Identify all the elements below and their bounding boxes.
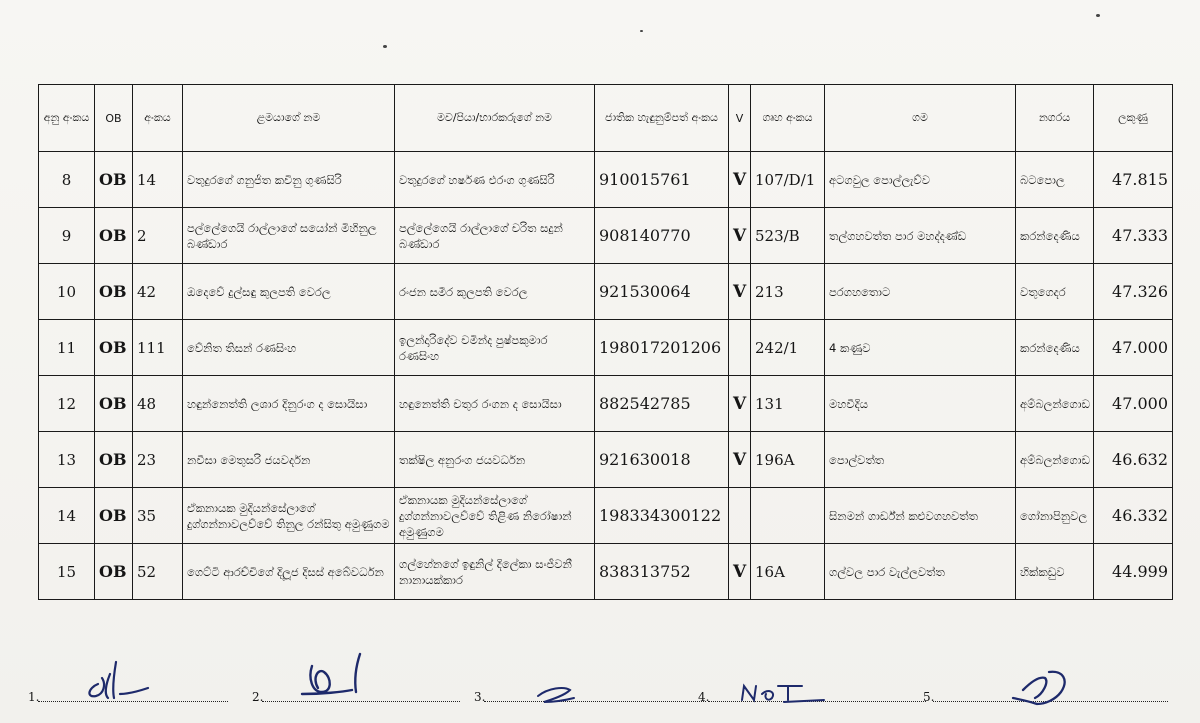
cell-village: අටගවුල පොල්ලැව්ව <box>825 152 1016 208</box>
cell-village: මහවීදිය <box>825 376 1016 432</box>
cell-index: 2 <box>133 208 183 264</box>
cell-child-name: ඔදෙවේ දුල්සඳු කුලපති වෙරල <box>183 264 395 320</box>
header-serial: අනු අංකය <box>39 85 95 152</box>
cell-child-name: වේනිත තිසන් රණසිංහ <box>183 320 395 376</box>
header-v: V <box>729 85 751 152</box>
cell-nic: 908140770 <box>595 208 729 264</box>
header-ob: OB <box>95 85 133 152</box>
cell-village: පොල්වත්ත <box>825 432 1016 488</box>
signature-line-5 <box>923 676 1168 706</box>
header-guardian-name: මව/පියා/භාරකරුගේ නම <box>395 85 595 152</box>
cell-ob: OB <box>95 152 133 208</box>
cell-guardian-name: තක්ෂිල අනුරංග ජයවර්ධන <box>395 432 595 488</box>
cell-nic: 198017201206 <box>595 320 729 376</box>
table-row <box>39 264 1173 320</box>
cell-child-name: හඳුන්නෙත්ති ලශාර දිනුරංග ද සොයිසා <box>183 376 395 432</box>
cell-village: පරගහතොට <box>825 264 1016 320</box>
cell-village: තල්ගහවත්ත පාර මහද්දණ්ඩ <box>825 208 1016 264</box>
cell-ob: OB <box>95 320 133 376</box>
cell-house-no: 16A <box>751 544 825 600</box>
cell-index: 111 <box>133 320 183 376</box>
cell-house-no: 242/1 <box>751 320 825 376</box>
header-marks: ලකුණු <box>1094 85 1173 152</box>
cell-v <box>729 320 751 376</box>
table-header-row <box>39 85 1173 152</box>
signature-label: 5. <box>923 690 935 704</box>
cell-serial: 15 <box>39 544 95 600</box>
cell-ob: OB <box>95 544 133 600</box>
table-row <box>39 432 1173 488</box>
table-row <box>39 544 1173 600</box>
header-town: නගරය <box>1016 85 1094 152</box>
handwritten-signature-2 <box>282 648 402 710</box>
cell-marks: 47.000 <box>1094 376 1173 432</box>
cell-village: 4 කණුව <box>825 320 1016 376</box>
cell-nic: 910015761 <box>595 152 729 208</box>
cell-nic: 838313752 <box>595 544 729 600</box>
selection-list-table <box>38 84 1173 600</box>
cell-village: සිනමන් ගාර්ඩ්න් කළුවගහවත්ත <box>825 488 1016 544</box>
cell-house-no: 196A <box>751 432 825 488</box>
cell-child-name: ඒකනායක මුදියන්සේලාගේ දුග්ගන්නාවලව්වේ තිනුල රන්සිතු අමුණුගම <box>183 488 395 544</box>
scan-speck <box>640 30 643 32</box>
cell-house-no: 213 <box>751 264 825 320</box>
cell-town: කරන්දෙණිය <box>1016 208 1094 264</box>
cell-nic: 921530064 <box>595 264 729 320</box>
cell-town: කරන්දෙණිය <box>1016 320 1094 376</box>
cell-child-name: ගෙට්ටි ආරච්චිගේ දිලූජ දිසස් අබේවර්ධන <box>183 544 395 600</box>
cell-v: V <box>729 152 751 208</box>
cell-town: අම්බලන්ගොඩ <box>1016 432 1094 488</box>
signature-line-3 <box>474 676 706 706</box>
signature-line-2 <box>252 676 460 706</box>
cell-ob: OB <box>95 264 133 320</box>
cell-town: වතුගෙදර <box>1016 264 1094 320</box>
header-nic: ජාතික හැඳුනුම්පත් අංකය <box>595 85 729 152</box>
cell-index: 42 <box>133 264 183 320</box>
cell-marks: 44.999 <box>1094 544 1173 600</box>
cell-marks: 47.333 <box>1094 208 1173 264</box>
cell-town: අම්බලන්ගොඩ <box>1016 376 1094 432</box>
cell-index: 35 <box>133 488 183 544</box>
cell-guardian-name: වතුදුරගේ හර්ෂණ එරංග ගුණසිරි <box>395 152 595 208</box>
handwritten-signature-1 <box>58 654 178 710</box>
signature-label: 2. <box>252 690 264 704</box>
signature-label: 1. <box>28 690 40 704</box>
cell-nic: 921630018 <box>595 432 729 488</box>
cell-serial: 11 <box>39 320 95 376</box>
signature-label: 4. <box>698 690 710 704</box>
cell-v: V <box>729 376 751 432</box>
cell-v <box>729 488 751 544</box>
scan-speck <box>383 45 387 48</box>
cell-house-no: 131 <box>751 376 825 432</box>
cell-v: V <box>729 544 751 600</box>
cell-marks: 46.332 <box>1094 488 1173 544</box>
signature-line-1 <box>28 676 228 706</box>
header-child-name: ළමයාගේ නම <box>183 85 395 152</box>
table-row <box>39 152 1173 208</box>
handwritten-signature-5 <box>953 650 1083 710</box>
table-row <box>39 488 1173 544</box>
cell-guardian-name: පල්ලේගෙයි රාල්ලාගේ චරිත සදුන් බණ්ඩාර <box>395 208 595 264</box>
cell-guardian-name: ඒකනායක මුදියන්සේලාගේ දුග්ගන්නාවලව්වේ තිළිණ නිරෝෂාන් අමුණුගම <box>395 488 595 544</box>
cell-serial: 13 <box>39 432 95 488</box>
cell-guardian-name: හඳුනෙත්ති චතුර රංගන ද සොයිසා <box>395 376 595 432</box>
cell-index: 23 <box>133 432 183 488</box>
cell-child-name: පල්ලේගෙයි රාල්ලාගේ සයෝන් මිහිනුල බණ්ඩාර <box>183 208 395 264</box>
cell-serial: 8 <box>39 152 95 208</box>
signature-row <box>28 676 1178 706</box>
cell-ob: OB <box>95 432 133 488</box>
cell-ob: OB <box>95 376 133 432</box>
cell-child-name: නවීසා මෙතුසරි ජයවර්දන <box>183 432 395 488</box>
header-index: අංකය <box>133 85 183 152</box>
cell-town: ගෝනාපිනුවල <box>1016 488 1094 544</box>
cell-guardian-name: ඉලන්දාරිදේව චමින්ද පුෂ්පකුමාර රණසිංහ <box>395 320 595 376</box>
scan-speck <box>1096 14 1100 17</box>
cell-nic: 882542785 <box>595 376 729 432</box>
cell-marks: 47.815 <box>1094 152 1173 208</box>
handwritten-signature-4 <box>728 670 858 710</box>
cell-house-no: 523/B <box>751 208 825 264</box>
cell-ob: OB <box>95 488 133 544</box>
cell-child-name: වතුදුරගේ ගනුජිත කවිනු ගුණසිරි <box>183 152 395 208</box>
cell-guardian-name: රංජන සමීර කුලපති වෙරල <box>395 264 595 320</box>
cell-index: 14 <box>133 152 183 208</box>
cell-serial: 10 <box>39 264 95 320</box>
cell-nic: 198334300122 <box>595 488 729 544</box>
cell-ob: OB <box>95 208 133 264</box>
cell-town: හික්කඩුව <box>1016 544 1094 600</box>
cell-serial: 9 <box>39 208 95 264</box>
cell-town: බටපොල <box>1016 152 1094 208</box>
table-row <box>39 208 1173 264</box>
header-village: ගම <box>825 85 1016 152</box>
cell-marks: 46.632 <box>1094 432 1173 488</box>
handwritten-signature-3 <box>504 670 624 710</box>
cell-serial: 12 <box>39 376 95 432</box>
cell-index: 52 <box>133 544 183 600</box>
cell-serial: 14 <box>39 488 95 544</box>
cell-house-no <box>751 488 825 544</box>
cell-house-no: 107/D/1 <box>751 152 825 208</box>
signature-label: 3. <box>474 690 486 704</box>
cell-village: ගල්වල පාර වැල්ලවත්ත <box>825 544 1016 600</box>
cell-marks: 47.000 <box>1094 320 1173 376</box>
cell-v: V <box>729 264 751 320</box>
signature-line-4 <box>698 676 926 706</box>
cell-index: 48 <box>133 376 183 432</box>
cell-guardian-name: ගල්හේනගේ ඉඳුනිල් දිලේකා සංජීවනී නානායක්කාර <box>395 544 595 600</box>
cell-v: V <box>729 208 751 264</box>
header-house-no: ගෘහ අංකය <box>751 85 825 152</box>
cell-v: V <box>729 432 751 488</box>
table-row <box>39 376 1173 432</box>
table-row <box>39 320 1173 376</box>
cell-marks: 47.326 <box>1094 264 1173 320</box>
